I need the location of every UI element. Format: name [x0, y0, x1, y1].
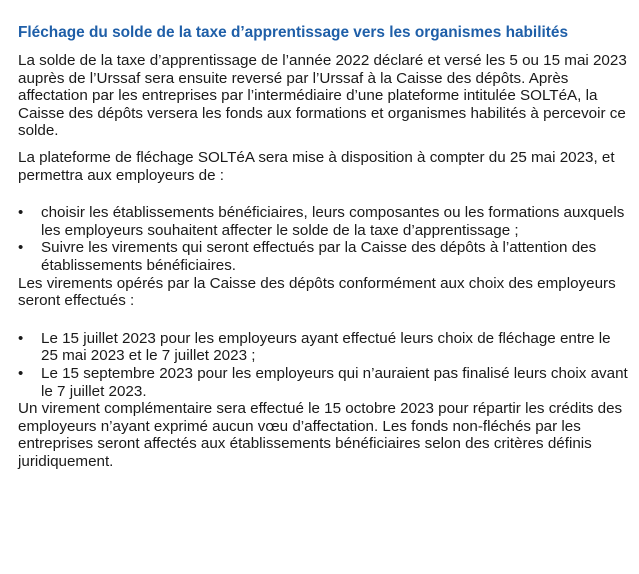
list-item — [18, 365, 629, 400]
paragraph-virement-complementaire: Un virement complémentaire sera effectué le 15 octobre 2023 pour répartir les crédits des employeurs n’ayant exprimé aucun vœu d’affectation. Les fonds non-fléchés par les entreprises seront affectés aux établissements bénéficiaires selon des critères définis juridiquement. — [18, 400, 623, 470]
paragraph-virements-intro: Les virements opérés par la Caisse des dépôts conformément aux choix des employeurs seront effectués : — [18, 274, 616, 310]
list-item — [18, 239, 629, 274]
bullet-icon: • — [18, 364, 24, 382]
bullet-icon: • — [18, 204, 24, 222]
paragraph-solde-reversement: La solde de la taxe d’apprentissage de l’année 2022 déclaré et versé les 5 ou 15 mai 2023 auprès de l’Urssaf sera ensuite reversé par l’Urssaf à la Caisse des dépôts. Après affectation par les entreprises par l’intermédiaire d’une plateforme intitulée SOLTéA, la Caisse des dépôts versera les fonds aux formations et organismes habilités à percevoir ce solde. — [18, 52, 627, 140]
paragraph-plateforme-soltea: La plateforme de fléchage SOLTéA sera mise à disposition à compter du 25 mai 2023, et permettra aux employeurs de : — [18, 148, 615, 184]
list-item-text: Suivre les virements qui seront effectués par la Caisse des dépôts à l’attention des établissements bénéficiaires. — [41, 239, 597, 274]
list-item-text: Le 15 juillet 2023 pour les employeurs ayant effectué leurs choix de fléchage entre le 25 mai 2023 et le 7 juillet 2023 ; — [41, 329, 611, 365]
bullet-icon: • — [18, 329, 24, 347]
bullet-list-virement-dates — [18, 330, 629, 400]
list-item-text: choisir les établissements bénéficiaires, leurs composantes ou les formations auxquels les employeurs souhaitent affecter le solde de la taxe d’apprentissage ; — [41, 204, 625, 239]
bullet-icon: • — [18, 239, 24, 257]
list-item — [18, 330, 629, 365]
bullet-list-employer-actions — [18, 204, 629, 274]
list-item-text: Le 15 septembre 2023 pour les employeurs qui n’auraient pas finalisé leurs choix avant le 7 juillet 2023. — [41, 364, 628, 400]
list-item — [18, 204, 629, 239]
section-title: Fléchage du solde de la taxe d’apprentissage vers les organismes habilités — [18, 24, 568, 41]
